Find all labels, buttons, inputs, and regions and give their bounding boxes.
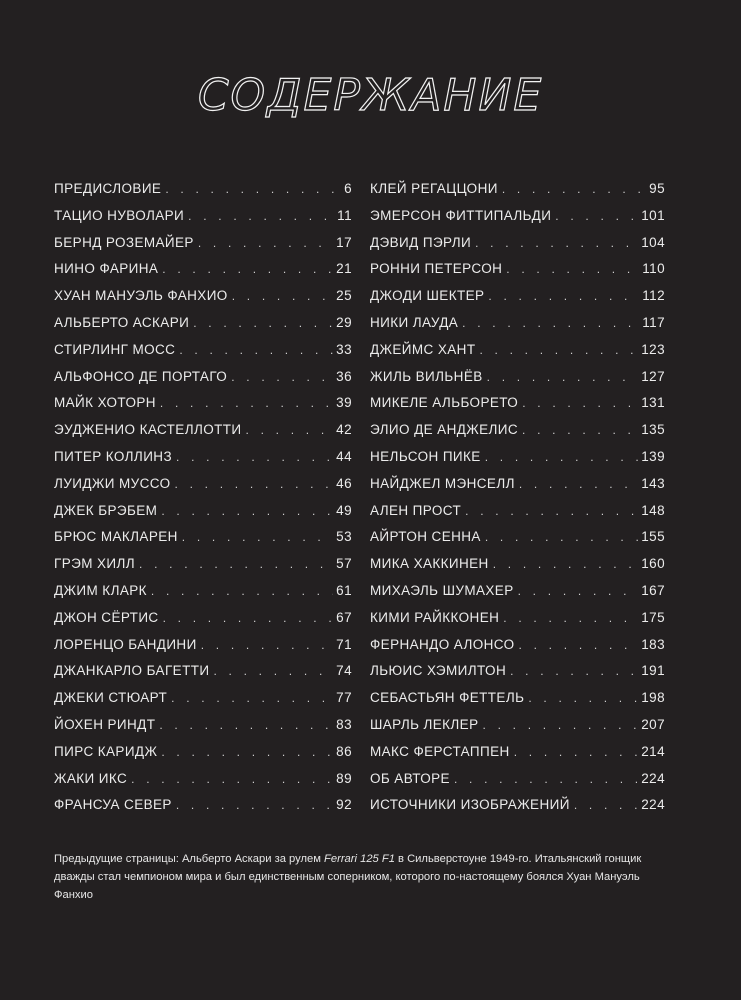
dot-leader <box>161 498 333 525</box>
dot-leader <box>510 658 638 685</box>
toc-left-column <box>54 176 352 819</box>
dot-leader <box>198 230 333 257</box>
toc-entry-title: КИМИ РАЙККОНЕН <box>370 609 500 625</box>
dot-leader <box>514 739 639 766</box>
dot-leader <box>188 203 334 230</box>
dot-leader <box>160 390 333 417</box>
toc-entry-title: ДЖОН СЁРТИС <box>54 609 159 625</box>
toc-entry <box>54 766 352 793</box>
toc-entry-page-number: 86 <box>336 743 352 759</box>
toc-entry <box>370 712 665 739</box>
toc-entry-page-number: 92 <box>336 797 352 813</box>
toc-entry-title: ДЖОДИ ШЕКТЕР <box>370 288 485 304</box>
dot-leader <box>519 632 639 659</box>
toc-entry-page-number: 53 <box>336 529 352 545</box>
toc-entry <box>370 739 665 766</box>
toc-entry <box>54 658 352 685</box>
toc-entry-title: НИКИ ЛАУДА <box>370 314 459 330</box>
toc-entry <box>54 444 352 471</box>
toc-entry-page-number: 183 <box>641 636 665 652</box>
toc-entry <box>370 364 665 391</box>
toc-entry-title: ЙОХЕН РИНДТ <box>54 716 156 732</box>
toc-entry-page-number: 127 <box>641 368 665 384</box>
photo-caption <box>54 850 674 904</box>
toc-entry-page-number: 224 <box>641 770 665 786</box>
toc-entry-title: БЕРНД РОЗЕМАЙЕР <box>54 234 194 250</box>
toc-entry-title: ПИРС КАРИДЖ <box>54 743 158 759</box>
toc-entry <box>370 632 665 659</box>
toc-entry-page-number: 57 <box>336 556 352 572</box>
toc-entry-title: РОННИ ПЕТЕРСОН <box>370 261 503 277</box>
toc-entry-page-number: 42 <box>336 422 352 438</box>
toc-entry-page-number: 36 <box>336 368 352 384</box>
toc-entry-page-number: 46 <box>336 475 352 491</box>
toc-entry <box>370 283 665 310</box>
dot-leader <box>176 444 333 471</box>
toc-entry-page-number: 101 <box>641 207 665 223</box>
dot-leader <box>488 283 639 310</box>
toc-entry-title: БРЮС МАКЛАРЕН <box>54 529 178 545</box>
toc-entry-page-number: 6 <box>344 181 352 196</box>
toc-entry <box>370 792 665 819</box>
dot-leader <box>462 310 639 337</box>
toc-entry <box>370 498 665 525</box>
dot-leader <box>193 310 333 337</box>
dot-leader <box>139 551 333 578</box>
dot-leader <box>485 524 638 551</box>
toc-entry-page-number: 155 <box>641 529 665 545</box>
toc-entry <box>54 712 352 739</box>
toc-entry-page-number: 117 <box>642 314 665 330</box>
toc-entry-page-number: 67 <box>336 609 352 625</box>
dot-leader <box>163 605 334 632</box>
toc-entry <box>54 203 352 230</box>
toc-entry-page-number: 167 <box>641 582 665 598</box>
dot-leader <box>159 712 333 739</box>
dot-leader <box>483 712 639 739</box>
toc-entry-title: ОБ АВТОРЕ <box>370 770 450 786</box>
toc-entry <box>54 390 352 417</box>
toc-entry-page-number: 110 <box>642 261 665 277</box>
toc-entry-page-number: 33 <box>336 341 352 357</box>
toc-entry <box>54 551 352 578</box>
toc-entry-title: МИКА ХАККИНЕН <box>370 556 489 572</box>
toc-entry <box>370 230 665 257</box>
caption-text-after: в Сильверстоуне 1949-го. Итальянский гонщик дважды стал чемпионом мира и был единственным соперником, которого по-настоящему боялся Хуан Мануэль Фанхио <box>54 853 642 901</box>
toc-entry <box>370 256 665 283</box>
dot-leader <box>574 792 638 819</box>
toc-entry-title: ДЖЕЙМС ХАНТ <box>370 341 476 357</box>
toc-entry <box>54 283 352 310</box>
toc-entry-page-number: 89 <box>336 770 352 786</box>
dot-leader <box>503 605 638 632</box>
toc-entry <box>54 417 352 444</box>
toc-entry-page-number: 11 <box>337 207 352 223</box>
toc-entry-page-number: 191 <box>641 663 665 679</box>
toc-entry <box>370 176 665 203</box>
toc-entry-page-number: 135 <box>641 422 665 438</box>
toc-entry-page-number: 71 <box>336 636 352 652</box>
toc-entry-page-number: 198 <box>641 690 665 706</box>
toc-entry-page-number: 112 <box>642 288 665 304</box>
dot-leader <box>151 578 333 605</box>
toc-right-column <box>370 176 665 819</box>
toc-entry-title: АЛЬБЕРТО АСКАРИ <box>54 314 190 330</box>
dot-leader <box>182 524 333 551</box>
toc-entry <box>370 203 665 230</box>
toc-entry-page-number: 77 <box>336 690 352 706</box>
toc-entry-page-number: 148 <box>641 502 665 518</box>
dot-leader <box>232 283 333 310</box>
toc-entry <box>54 176 352 203</box>
toc-entry-title: НЕЛЬСОН ПИКЕ <box>370 448 481 464</box>
dot-leader <box>485 444 639 471</box>
toc-entry-page-number: 83 <box>336 716 352 732</box>
toc-entry-page-number: 175 <box>641 609 665 625</box>
toc-entry <box>370 658 665 685</box>
toc-entry <box>54 256 352 283</box>
toc-entry-title: СТИРЛИНГ МОСС <box>54 341 176 357</box>
toc-entry-page-number: 25 <box>336 288 352 304</box>
toc-entry <box>54 578 352 605</box>
toc-entry-title: ДЖЕКИ СТЮАРТ <box>54 690 168 706</box>
dot-leader <box>246 417 334 444</box>
dot-leader <box>506 256 639 283</box>
caption-text-before: Предыдущие страницы: Альберто Аскари за рулем <box>54 853 325 865</box>
toc-entry-page-number: 39 <box>336 395 352 411</box>
dot-leader <box>522 417 638 444</box>
toc-entry-page-number: 17 <box>336 234 352 250</box>
toc-entry <box>370 471 665 498</box>
toc-entry <box>54 310 352 337</box>
dot-leader <box>519 471 638 498</box>
toc-entry-page-number: 207 <box>641 716 665 732</box>
dot-leader <box>555 203 638 230</box>
toc-entry-title: ЖАКИ ИКС <box>54 770 128 786</box>
toc-entry <box>54 685 352 712</box>
toc-entry-title: ЭМЕРСОН ФИТТИПАЛЬДИ <box>370 207 552 223</box>
toc-entry-title: ДЭВИД ПЭРЛИ <box>370 234 472 250</box>
toc-entry-title: НАЙДЖЕЛ МЭНСЕЛЛ <box>370 475 515 491</box>
toc-entry <box>54 498 352 525</box>
dot-leader <box>162 256 333 283</box>
toc-entry <box>370 578 665 605</box>
dot-leader <box>465 498 638 525</box>
toc-entry-page-number: 139 <box>641 448 665 464</box>
toc-entry-title: ЛЬЮИС ХЭМИЛТОН <box>370 663 507 679</box>
dot-leader <box>487 364 639 391</box>
toc-entry-page-number: 160 <box>641 556 665 572</box>
toc-entry <box>54 792 352 819</box>
toc-entry-title: СЕБАСТЬЯН ФЕТТЕЛЬ <box>370 690 525 706</box>
toc-entry-title: ЭУДЖЕНИО КАСТЕЛЛОТТИ <box>54 422 242 438</box>
toc-entry <box>370 390 665 417</box>
caption-car-name: Ferrari 125 F1 <box>324 853 395 865</box>
dot-leader <box>231 364 333 391</box>
toc-entry <box>370 685 665 712</box>
toc-entry-title: ИСТОЧНИКИ ИЗОБРАЖЕНИЙ <box>370 797 570 813</box>
toc-entry-title: ПИТЕР КОЛЛИНЗ <box>54 448 172 464</box>
dot-leader <box>176 792 333 819</box>
toc-entry-title: АЛЬФОНСО ДЕ ПОРТАГО <box>54 368 228 384</box>
toc-entry <box>370 524 665 551</box>
dot-leader <box>475 230 638 257</box>
toc-entry-title: ФЕРНАНДО АЛОНСО <box>370 636 515 652</box>
toc-entry-page-number: 74 <box>336 663 352 679</box>
toc-entry-page-number: 214 <box>641 743 665 759</box>
toc-entry <box>370 417 665 444</box>
toc-entry-page-number: 44 <box>336 448 352 464</box>
toc-entry-title: ПРЕДИСЛОВИЕ <box>54 181 162 196</box>
dot-leader <box>131 766 333 793</box>
page-title: СОДЕРЖАНИЕ <box>197 70 544 121</box>
toc-entry <box>54 364 352 391</box>
toc-entry-title: МАКС ФЕРСТАППЕН <box>370 743 510 759</box>
toc-entry <box>54 337 352 364</box>
toc-entry-title: ЛОРЕНЦО БАНДИНИ <box>54 636 197 652</box>
dot-leader <box>179 337 333 364</box>
toc-entry <box>370 605 665 632</box>
toc-entry-title: АЛЕН ПРОСТ <box>370 502 462 518</box>
toc-entry-title: ДЖАНКАРЛО БАГЕТТИ <box>54 663 210 679</box>
toc-entry-page-number: 61 <box>336 582 352 598</box>
dot-leader <box>171 685 333 712</box>
toc-entry-title: ЖИЛЬ ВИЛЬНЁВ <box>370 368 483 384</box>
toc-entry <box>370 766 665 793</box>
toc-entry-page-number: 21 <box>336 261 352 277</box>
toc-entry-page-number: 29 <box>336 314 352 330</box>
dot-leader <box>175 471 334 498</box>
toc-entry-title: НИНО ФАРИНА <box>54 261 159 277</box>
toc-entry-page-number: 123 <box>641 341 665 357</box>
toc-entry-title: АЙРТОН СЕННА <box>370 529 481 545</box>
toc-entry-page-number: 104 <box>641 234 665 250</box>
toc-entry-title: ЛУИДЖИ МУССО <box>54 475 171 491</box>
toc-entry-title: МАЙК ХОТОРН <box>54 395 156 411</box>
toc-entry-title: КЛЕЙ РЕГАЦЦОНИ <box>370 181 498 196</box>
toc-entry-page-number: 224 <box>641 797 665 813</box>
toc-entry <box>370 444 665 471</box>
toc-entry <box>370 551 665 578</box>
toc-entry-title: ХУАН МАНУЭЛЬ ФАНХИО <box>54 288 228 304</box>
dot-leader <box>502 176 646 203</box>
toc-entry-title: МИХАЭЛЬ ШУМАХЕР <box>370 582 514 598</box>
dot-leader <box>493 551 639 578</box>
toc-entry-page-number: 95 <box>649 181 665 196</box>
toc-entry <box>370 337 665 364</box>
toc-entry-title: ШАРЛЬ ЛЕКЛЕР <box>370 716 479 732</box>
toc-entry-title: ГРЭМ ХИЛЛ <box>54 556 136 572</box>
dot-leader <box>479 337 638 364</box>
toc-entry-page-number: 49 <box>336 502 352 518</box>
dot-leader <box>201 632 333 659</box>
toc-entry <box>54 605 352 632</box>
toc-entry-title: ДЖИМ КЛАРК <box>54 582 147 598</box>
dot-leader <box>522 390 638 417</box>
dot-leader <box>518 578 639 605</box>
dot-leader <box>165 176 341 203</box>
toc-entry-page-number: 131 <box>641 395 665 411</box>
toc-entry <box>54 632 352 659</box>
toc-entry <box>54 471 352 498</box>
dot-leader <box>528 685 638 712</box>
dot-leader <box>454 766 638 793</box>
toc-entry-title: ФРАНСУА СЕВЕР <box>54 797 172 813</box>
toc-entry <box>54 230 352 257</box>
dot-leader <box>213 658 333 685</box>
toc-entry <box>370 310 665 337</box>
toc-entry-title: МИКЕЛЕ АЛЬБОРЕТО <box>370 395 519 411</box>
toc-entry <box>54 739 352 766</box>
toc-entry-title: ЭЛИО ДЕ АНДЖЕЛИС <box>370 422 519 438</box>
toc-entry-page-number: 143 <box>641 475 665 491</box>
toc-entry-title: ТАЦИО НУВОЛАРИ <box>54 207 185 223</box>
dot-leader <box>161 739 333 766</box>
toc-entry-title: ДЖЕК БРЭБЕМ <box>54 502 158 518</box>
toc-entry <box>54 524 352 551</box>
